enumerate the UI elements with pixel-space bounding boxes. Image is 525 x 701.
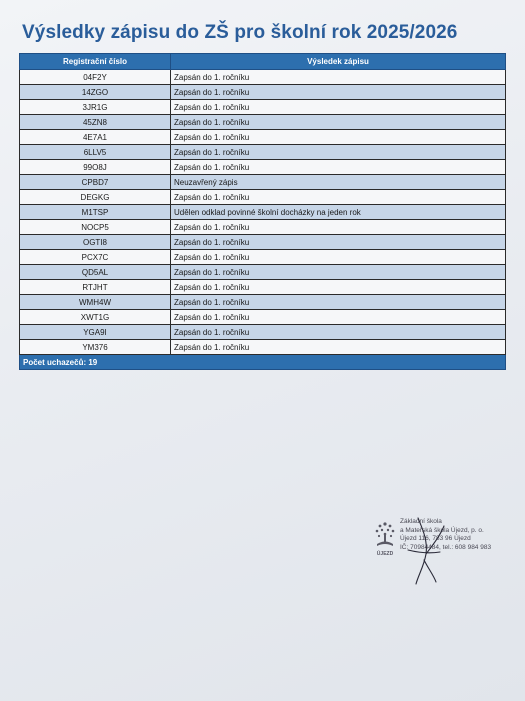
table-footer-row bbox=[20, 355, 506, 370]
table-row bbox=[20, 175, 506, 190]
table-row bbox=[20, 160, 506, 175]
result-cell: Zapsán do 1. ročníku bbox=[171, 130, 506, 145]
result-cell: Zapsán do 1. ročníku bbox=[171, 145, 506, 160]
table-row bbox=[20, 205, 506, 220]
result-cell: Zapsán do 1. ročníku bbox=[171, 160, 506, 175]
result-cell: Neuzavřený zápis bbox=[171, 175, 506, 190]
result-cell: Zapsán do 1. ročníku bbox=[171, 85, 506, 100]
table-row bbox=[20, 190, 506, 205]
table-row bbox=[20, 130, 506, 145]
stamp-line: Základní škola bbox=[400, 518, 442, 525]
registration-number-cell: RTJHT bbox=[20, 280, 171, 295]
registration-number-cell: 45ZN8 bbox=[20, 115, 171, 130]
registration-number-cell: M1TSP bbox=[20, 205, 171, 220]
registration-number-cell: 99O8J bbox=[20, 160, 171, 175]
registration-number-cell: CPBD7 bbox=[20, 175, 171, 190]
table-row bbox=[20, 295, 506, 310]
result-cell: Zapsán do 1. ročníku bbox=[171, 280, 506, 295]
result-cell: Zapsán do 1. ročníku bbox=[171, 100, 506, 115]
result-cell: Zapsán do 1. ročníku bbox=[171, 310, 506, 325]
registration-number-cell: YGA9I bbox=[20, 325, 171, 340]
table-row bbox=[20, 265, 506, 280]
result-cell: Zapsán do 1. ročníku bbox=[171, 115, 506, 130]
table-header-row bbox=[20, 54, 506, 70]
stamp-line: Újezd 116, 783 96 Újezd bbox=[400, 535, 471, 543]
table-row bbox=[20, 220, 506, 235]
table-row bbox=[20, 310, 506, 325]
registration-number-cell: 14ZGO bbox=[20, 85, 171, 100]
registration-number-cell: 04F2Y bbox=[20, 70, 171, 85]
registration-number-cell: OGTI8 bbox=[20, 235, 171, 250]
result-cell: Zapsán do 1. ročníku bbox=[171, 265, 506, 280]
registration-number-cell: 3JR1G bbox=[20, 100, 171, 115]
result-cell: Zapsán do 1. ročníku bbox=[171, 235, 506, 250]
registration-number-cell: WMH4W bbox=[20, 295, 171, 310]
stamp-line: a Mateřská škola Újezd, p. o. bbox=[400, 526, 484, 534]
registration-number-cell: QD5AL bbox=[20, 265, 171, 280]
result-cell: Zapsán do 1. ročníku bbox=[171, 70, 506, 85]
result-cell: Udělen odklad povinné školní docházky na jeden rok bbox=[171, 205, 506, 220]
registration-number-cell: PCX7C bbox=[20, 250, 171, 265]
table-row bbox=[20, 115, 506, 130]
registration-number-cell: XWT1G bbox=[20, 310, 171, 325]
registration-number-cell: NOCP5 bbox=[20, 220, 171, 235]
result-cell: Zapsán do 1. ročníku bbox=[171, 220, 506, 235]
applicant-count: Počet uchazečů: 19 bbox=[20, 355, 506, 370]
registration-number-cell: 4E7A1 bbox=[20, 130, 171, 145]
page-title: Výsledky zápisu do ZŠ pro školní rok 2025/2026 bbox=[22, 22, 458, 43]
registration-number-cell: 6LLV5 bbox=[20, 145, 171, 160]
column-header-registration-number: Registrační číslo bbox=[20, 54, 171, 70]
result-cell: Zapsán do 1. ročníku bbox=[171, 190, 506, 205]
result-cell: Zapsán do 1. ročníku bbox=[171, 250, 506, 265]
table-row bbox=[20, 70, 506, 85]
table-row bbox=[20, 280, 506, 295]
table-row bbox=[20, 340, 506, 355]
table-row bbox=[20, 145, 506, 160]
table-row bbox=[20, 325, 506, 340]
table-row bbox=[20, 85, 506, 100]
stamp-logo-text: ÚJEZD bbox=[376, 551, 394, 557]
table-body bbox=[20, 70, 506, 355]
table-row bbox=[20, 235, 506, 250]
table-row bbox=[20, 250, 506, 265]
table-row bbox=[20, 100, 506, 115]
registration-number-cell: DEGKG bbox=[20, 190, 171, 205]
signature bbox=[388, 510, 458, 590]
stamp-line: IČ: 70984484, tel.: 608 984 983 bbox=[400, 543, 492, 551]
results-table bbox=[19, 53, 506, 370]
result-cell: Zapsán do 1. ročníku bbox=[171, 295, 506, 310]
registration-number-cell: YM376 bbox=[20, 340, 171, 355]
result-cell: Zapsán do 1. ročníku bbox=[171, 325, 506, 340]
result-cell: Zapsán do 1. ročníku bbox=[171, 340, 506, 355]
column-header-result: Výsledek zápisu bbox=[171, 54, 506, 70]
